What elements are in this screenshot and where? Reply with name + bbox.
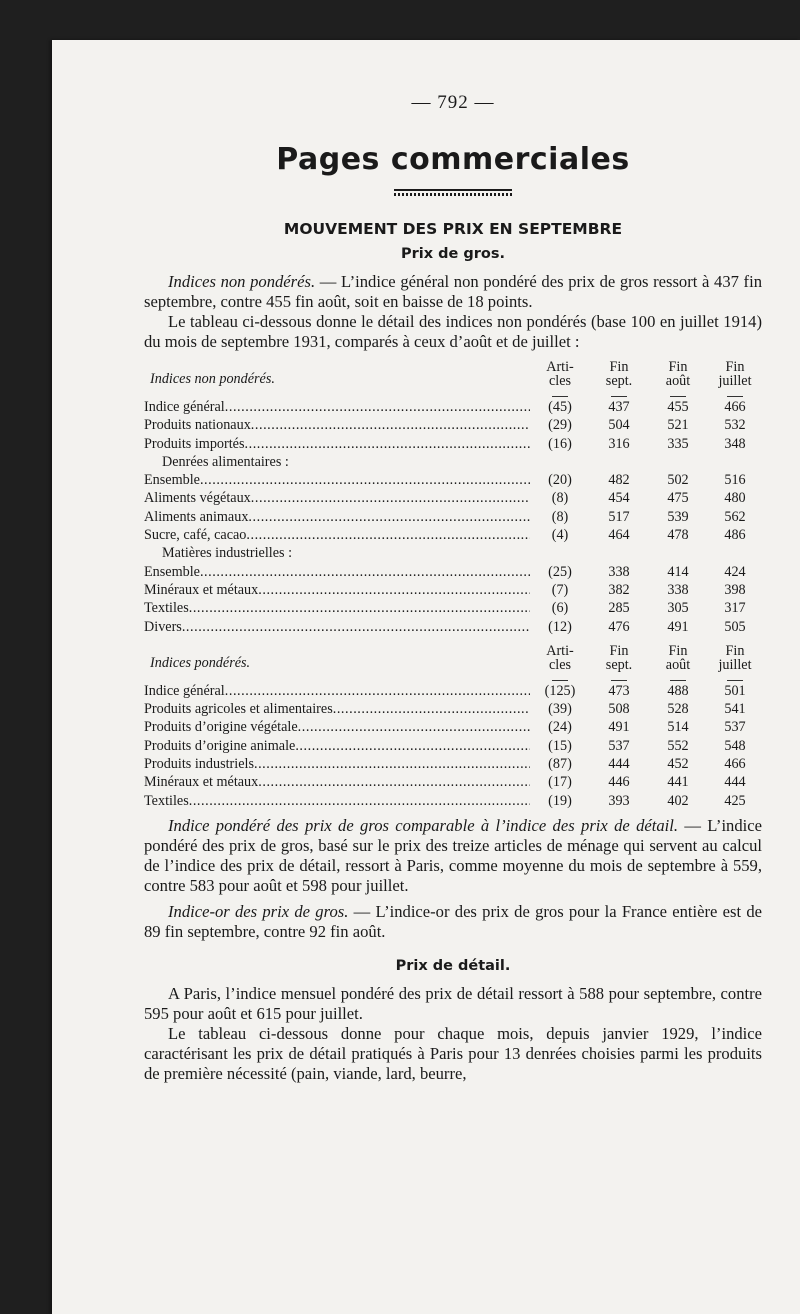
sept-cell: 491 <box>608 719 630 736</box>
sept-cell: 338 <box>608 563 630 580</box>
juillet-cell: 466 <box>724 399 746 415</box>
articles-cell: (20) <box>548 472 572 489</box>
row-label: Divers <box>144 618 182 635</box>
column-header: Fin juillet <box>718 359 752 389</box>
juillet-cell: 548 <box>724 737 746 754</box>
sept-cell: 537 <box>608 737 630 754</box>
juillet-cell: 537 <box>724 719 746 736</box>
table-row <box>144 563 762 581</box>
aout-cell: 514 <box>667 719 689 736</box>
row-label: Produits agricoles et alimentaires <box>144 701 333 718</box>
table-row <box>144 792 762 810</box>
sept-cell: 285 <box>608 600 630 617</box>
paragraph-lead: Indices non pondérés. <box>168 272 316 291</box>
articles-cell: (125) <box>544 682 576 699</box>
title-ornament-rule <box>394 189 512 198</box>
articles-cell: (17) <box>548 774 572 791</box>
articles-cell: (39) <box>548 701 572 718</box>
juillet-cell: 562 <box>724 508 746 525</box>
group-label: Matières industrielles : <box>162 545 293 562</box>
articles-cell: (6) <box>551 600 569 617</box>
weighted-index-table <box>144 638 762 810</box>
page-content <box>144 92 762 1084</box>
paragraph-unweighted <box>144 272 762 312</box>
aout-cell: 521 <box>667 417 689 434</box>
unweighted-index-table <box>144 354 762 636</box>
paragraph-text: — L’indice-or des prix de gros pour la France entière est de 89 fin septembre, contre 92 fin août. <box>144 901 762 941</box>
articles-cell: (24) <box>548 719 572 736</box>
table-row <box>144 773 762 791</box>
sept-cell: 437 <box>608 399 630 415</box>
row-label: Aliments végétaux <box>144 490 251 507</box>
header-rule-row <box>144 672 762 682</box>
sept-cell: 464 <box>608 527 630 544</box>
row-label: Ensemble <box>144 472 200 489</box>
column-header: Fin juillet <box>718 642 752 673</box>
sept-cell: 454 <box>608 490 630 507</box>
sept-cell: 517 <box>608 508 630 525</box>
paragraph-lead: Indice-or des prix de gros. <box>168 901 349 921</box>
wholesale-heading: Prix de gros. <box>400 246 506 262</box>
aout-cell: 552 <box>667 737 689 754</box>
table-row <box>144 416 762 434</box>
juillet-cell: 425 <box>724 792 746 809</box>
sept-cell: 316 <box>608 435 630 452</box>
table-row <box>144 471 762 489</box>
juillet-cell: 317 <box>724 600 746 617</box>
leader-dots <box>246 526 530 544</box>
sept-cell: 393 <box>608 792 630 809</box>
aout-cell: 478 <box>667 527 689 544</box>
table-row <box>144 737 762 755</box>
juillet-cell: 532 <box>724 417 746 434</box>
articles-cell: (29) <box>548 417 572 434</box>
leader-dots <box>258 773 530 791</box>
aout-cell: 441 <box>667 774 689 791</box>
table-row <box>144 435 762 453</box>
paragraph-text: — L’indice général non pondéré des prix de gros ressort à 437 fin septembre, contre 455 fin août, soit en baisse de 18 points. <box>144 272 762 311</box>
sept-cell: 444 <box>608 756 630 773</box>
page-title: Pages commerciales <box>276 142 630 177</box>
row-label: Minéraux et métaux <box>144 581 259 598</box>
leader-dots <box>189 599 530 617</box>
header-rule-row <box>144 388 762 398</box>
juillet-cell: 501 <box>724 682 746 699</box>
articles-cell: (19) <box>548 792 572 809</box>
row-label: Aliments animaux <box>144 508 249 525</box>
sept-cell: 446 <box>608 774 630 791</box>
section-title: MOUVEMENT DES PRIX EN SEPTEMBRE <box>283 220 623 238</box>
articles-cell: (4) <box>551 527 569 544</box>
row-label: Produits industriels <box>144 756 254 773</box>
aout-cell: 539 <box>667 508 689 525</box>
row-label: Produits importés <box>144 435 245 452</box>
table-row <box>144 755 762 773</box>
table-group-label <box>144 544 762 562</box>
leader-dots <box>258 581 530 599</box>
table-row <box>144 718 762 736</box>
row-label: Produits d’origine végétale <box>144 719 298 736</box>
juillet-cell: 466 <box>724 756 746 773</box>
articles-cell: (12) <box>548 618 572 635</box>
row-label: Sucre, café, cacao <box>144 527 247 544</box>
retail-heading: Prix de détail. <box>395 957 511 974</box>
table-row <box>144 581 762 599</box>
row-label: Produits d’origine animale <box>144 737 296 754</box>
aout-cell: 402 <box>667 792 689 809</box>
leader-dots <box>200 563 530 581</box>
table-label: Indices non pondérés. <box>150 371 275 387</box>
leader-dots <box>245 435 531 453</box>
table-row <box>144 398 762 416</box>
aout-cell: 335 <box>667 435 689 452</box>
table-header <box>144 638 762 672</box>
articles-cell: (16) <box>548 435 572 452</box>
juillet-cell: 541 <box>724 701 746 718</box>
table-row <box>144 489 762 507</box>
column-header: Fin août <box>665 359 691 389</box>
leader-dots <box>248 508 530 526</box>
table-row <box>144 526 762 544</box>
aout-cell: 502 <box>667 472 689 489</box>
table-header <box>144 354 762 388</box>
leader-dots <box>333 700 530 718</box>
paragraph-text: — L’indice pondéré des prix de gros, basé sur le prix des treize articles de ménage qui servent au calcul de l’indice des prix de détail, ressort à Paris, comme moyenne du mois de septembre à 559, contre 583 pour août et 598 pour juillet. <box>144 815 762 895</box>
articles-cell: (87) <box>548 756 572 773</box>
aout-cell: 414 <box>667 563 689 580</box>
table-row <box>144 682 762 700</box>
table-row <box>144 508 762 526</box>
aout-cell: 528 <box>667 701 689 718</box>
row-label: Textiles <box>144 792 189 809</box>
sept-cell: 508 <box>608 701 630 718</box>
row-label: Indice général <box>144 399 225 415</box>
paragraph-gold-index <box>144 902 762 942</box>
row-label: Textiles <box>144 600 189 617</box>
paragraph-table-intro: Le tableau ci-dessous donne le détail des indices non pondérés (base 100 en juillet 1914) du mois de septembre 1931, comparés à ceux d’août et de juillet : <box>144 312 762 351</box>
sept-cell: 482 <box>608 472 630 489</box>
sept-cell: 504 <box>608 417 630 434</box>
leader-dots <box>298 718 530 736</box>
juillet-cell: 398 <box>724 581 746 598</box>
column-header: Fin sept. <box>605 359 633 389</box>
juillet-cell: 486 <box>724 527 746 544</box>
row-label: Indice général <box>144 682 225 699</box>
table-row <box>144 618 762 636</box>
aout-cell: 488 <box>667 682 689 699</box>
juillet-cell: 480 <box>724 490 746 507</box>
articles-cell: (8) <box>551 490 569 507</box>
articles-cell: (45) <box>548 399 572 415</box>
juillet-cell: 505 <box>724 618 746 635</box>
juillet-cell: 516 <box>724 472 746 489</box>
table-row <box>144 599 762 617</box>
aout-cell: 452 <box>667 756 689 773</box>
leader-dots <box>254 755 530 773</box>
paragraph-retail-paris: A Paris, l’indice mensuel pondéré des prix de détail ressort à 588 pour septembre, contre 595 pour août et 615 pour juillet. <box>144 983 762 1023</box>
column-header: Fin sept. <box>605 642 633 673</box>
leader-dots <box>182 618 530 636</box>
column-header: Arti- cles <box>546 642 574 673</box>
aout-cell: 305 <box>667 600 689 617</box>
table-row <box>144 700 762 718</box>
leader-dots <box>225 682 530 700</box>
document-page <box>52 40 800 1314</box>
sept-cell: 473 <box>608 682 630 699</box>
juillet-cell: 424 <box>724 563 746 580</box>
table-group-label <box>144 453 762 471</box>
juillet-cell: 348 <box>724 435 746 452</box>
juillet-cell: 444 <box>724 774 746 791</box>
paragraph-comparable-index <box>144 816 762 896</box>
aout-cell: 491 <box>667 618 689 635</box>
paragraph-retail-table-intro: Le tableau ci-dessous donne pour chaque mois, depuis janvier 1929, l’indice caractérisant les prix de détail pratiqués à Paris pour 13 denrées choisies parmi les produits de première nécessité (pain, viande, lard, beurre, <box>144 1023 762 1083</box>
sept-cell: 476 <box>608 618 630 635</box>
leader-dots <box>251 416 530 434</box>
articles-cell: (15) <box>548 737 572 754</box>
articles-cell: (25) <box>548 563 572 580</box>
column-header: Arti- cles <box>546 359 574 389</box>
articles-cell: (7) <box>551 581 569 598</box>
group-label: Denrées alimentaires : <box>162 453 289 470</box>
aout-cell: 338 <box>667 581 689 598</box>
leader-dots <box>225 398 530 416</box>
row-label: Produits nationaux <box>144 417 251 434</box>
sept-cell: 382 <box>608 581 630 598</box>
paragraph-lead: Indice pondéré des prix de gros comparable à l’indice des prix de détail. <box>168 815 679 835</box>
table-label: Indices pondérés. <box>150 654 251 671</box>
leader-dots <box>251 489 530 507</box>
column-header: Fin août <box>665 642 691 673</box>
leader-dots <box>295 737 530 755</box>
articles-cell: (8) <box>551 508 569 525</box>
aout-cell: 455 <box>667 399 689 415</box>
row-label: Ensemble <box>144 563 200 580</box>
leader-dots <box>200 471 530 489</box>
aout-cell: 475 <box>667 490 689 507</box>
row-label: Minéraux et métaux <box>144 774 259 791</box>
page-number: — 792 — <box>411 92 495 113</box>
leader-dots <box>189 792 530 810</box>
